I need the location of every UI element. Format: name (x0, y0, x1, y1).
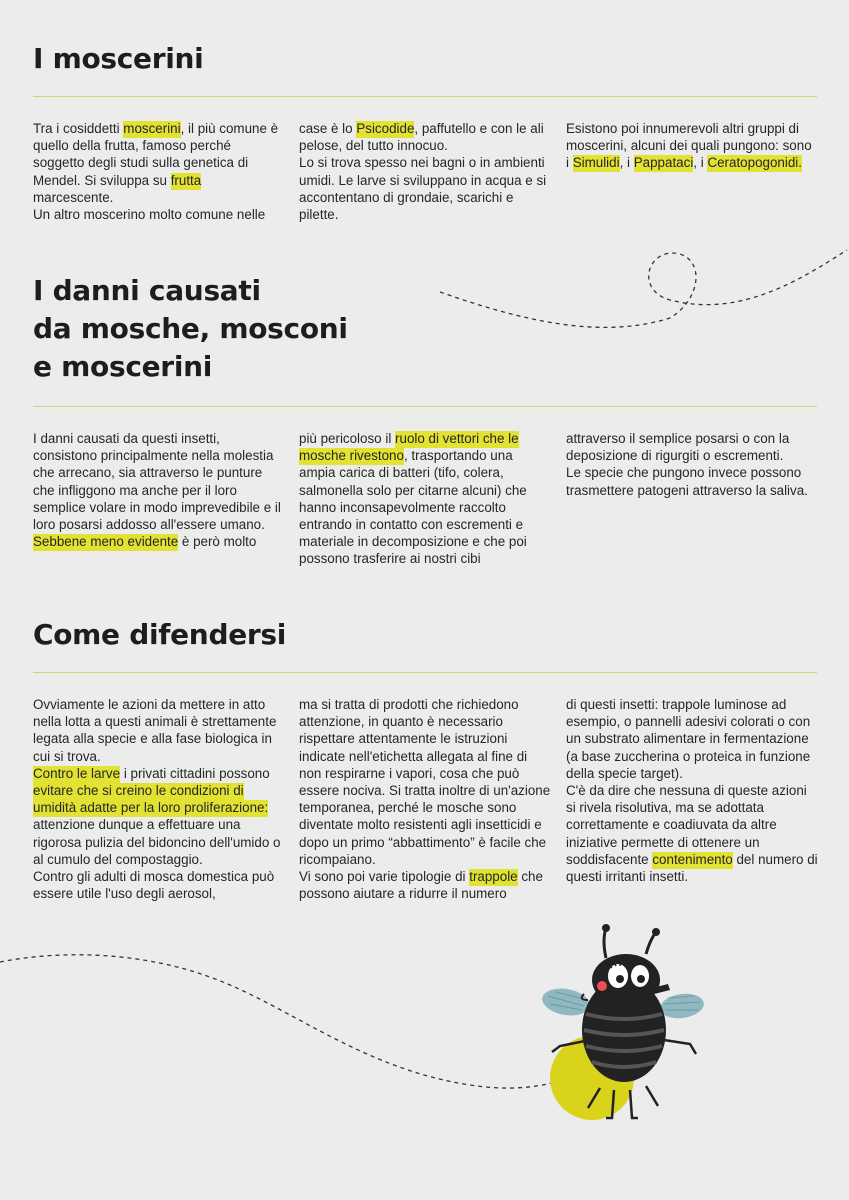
text: case è lo (299, 121, 357, 136)
highlight: Contro le larve (33, 765, 121, 781)
highlight: Psicodide (356, 121, 415, 136)
highlight: ruolo di vettori che le mosche rivestono (299, 431, 519, 464)
text: del numero di questi irritanti insetti. (566, 851, 818, 885)
text: I danni causati da questi insetti, consistono principalmente nella molestia che arrecano, sia attraverso le punture che infliggono ma anche per il loro semplice volare in modo imprevedibile e il loro posarsi addosso all'essere umano. (33, 431, 281, 533)
highlight: Sebbene meno evidente (33, 534, 179, 550)
highlight: trappole (469, 869, 518, 885)
text: Tra i cosiddetti (33, 121, 124, 136)
text: , paffutello e con le ali pelose, del tutto innocuo. (299, 121, 544, 154)
text: , il più comune è quello della frutta, famoso perché soggetto degli studi sulla genetica di Mendel. Si sviluppa su (33, 121, 279, 188)
text: più pericoloso il (299, 431, 396, 446)
highlight: moscerini (123, 121, 181, 136)
highlight: contenimento (652, 851, 733, 867)
text: ma si tratta di prodotti che richiedono attenzione, in quanto è necessario rispettare attentamente le istruzioni indicate nell'etichetta allegata al fine di non respirarne i vapori, cosa che può essere nociva. Si tratta inoltre di un'azione temporanea, perché le mosche sono diventate molto resistenti agli insetticidi e dopo un primo “abbattimento” è facile che ricompaiano. (299, 697, 551, 867)
text: marcescente. (33, 189, 114, 205)
text: Ovviamente le azioni da mettere in atto nella lotta a questi animali è strettamente legata alla specie e alla fase biologica in cui si trova. (33, 697, 277, 764)
text: è però molto (178, 534, 257, 550)
text: Le specie che pungono invece possono trasmettere patogeni attraverso la saliva. (566, 465, 808, 498)
highlight: evitare che si creino le condizioni di umidità adatte per la loro proliferazione: (33, 783, 269, 816)
text: , i (693, 155, 708, 171)
text: , i (619, 155, 634, 171)
highlight: Pappataci (633, 155, 694, 171)
text: Vi sono poi varie tipologie di (299, 869, 470, 885)
text: C'è da dire che nessuna di queste azioni si rivela risolutiva, ma se adottata correttamente e coadiuvata da altre iniziative permette di ottenere un soddisfacente (566, 783, 807, 867)
title-line: e moscerini (33, 350, 213, 383)
text: Lo si trova spesso nei bagni o in ambienti umidi. Le larve si sviluppano in acqua e si accontentano di grondaie, scarichi e pilette. (299, 155, 547, 223)
text: Contro gli adulti di mosca domestica può essere utile l'uso degli aerosol, (33, 869, 275, 902)
highlight: Ceratopogonidi. (707, 155, 802, 171)
title-line: I danni causati (33, 274, 261, 307)
text: attraverso il semplice posarsi o con la deposizione di rigurgiti o escrementi. (566, 431, 790, 464)
text: di questi insetti: trappole luminose ad esempio, o pannelli adesivi colorati o con un substrato alimentare in fermentazione (a base zuccherina o proteica in funzione della specie target). (566, 697, 811, 781)
text: che possono aiutare a ridurre il numero (299, 869, 543, 902)
text: , trasportando una ampia carica di batteri (tifo, colera, salmonella solo per citarne alcuni) che hanno inconsapevolmente raccolto entrando in contatto con escrementi e materiale in decomposizione e che poi possono trasferire ai nostri cibi (299, 448, 527, 567)
highlight: Simulidi (572, 155, 620, 171)
text: i privati cittadini possono (120, 765, 270, 781)
section-title-difendersi: Come difendersi (33, 618, 287, 651)
text: Esistono poi innumerevoli altri gruppi di moscerini, alcuni dei quali pungono: sono i (566, 121, 812, 171)
text: Un altro moscerino molto comune nelle (33, 207, 266, 223)
section-title-moscerini: I moscerini (33, 42, 204, 75)
text: attenzione dunque a effettuare una rigorosa pulizia del bidoncino dell'umido o al cumulo del compostaggio. (33, 817, 281, 867)
highlight: frutta (170, 172, 202, 188)
title-line: da mosche, mosconi (33, 312, 348, 345)
